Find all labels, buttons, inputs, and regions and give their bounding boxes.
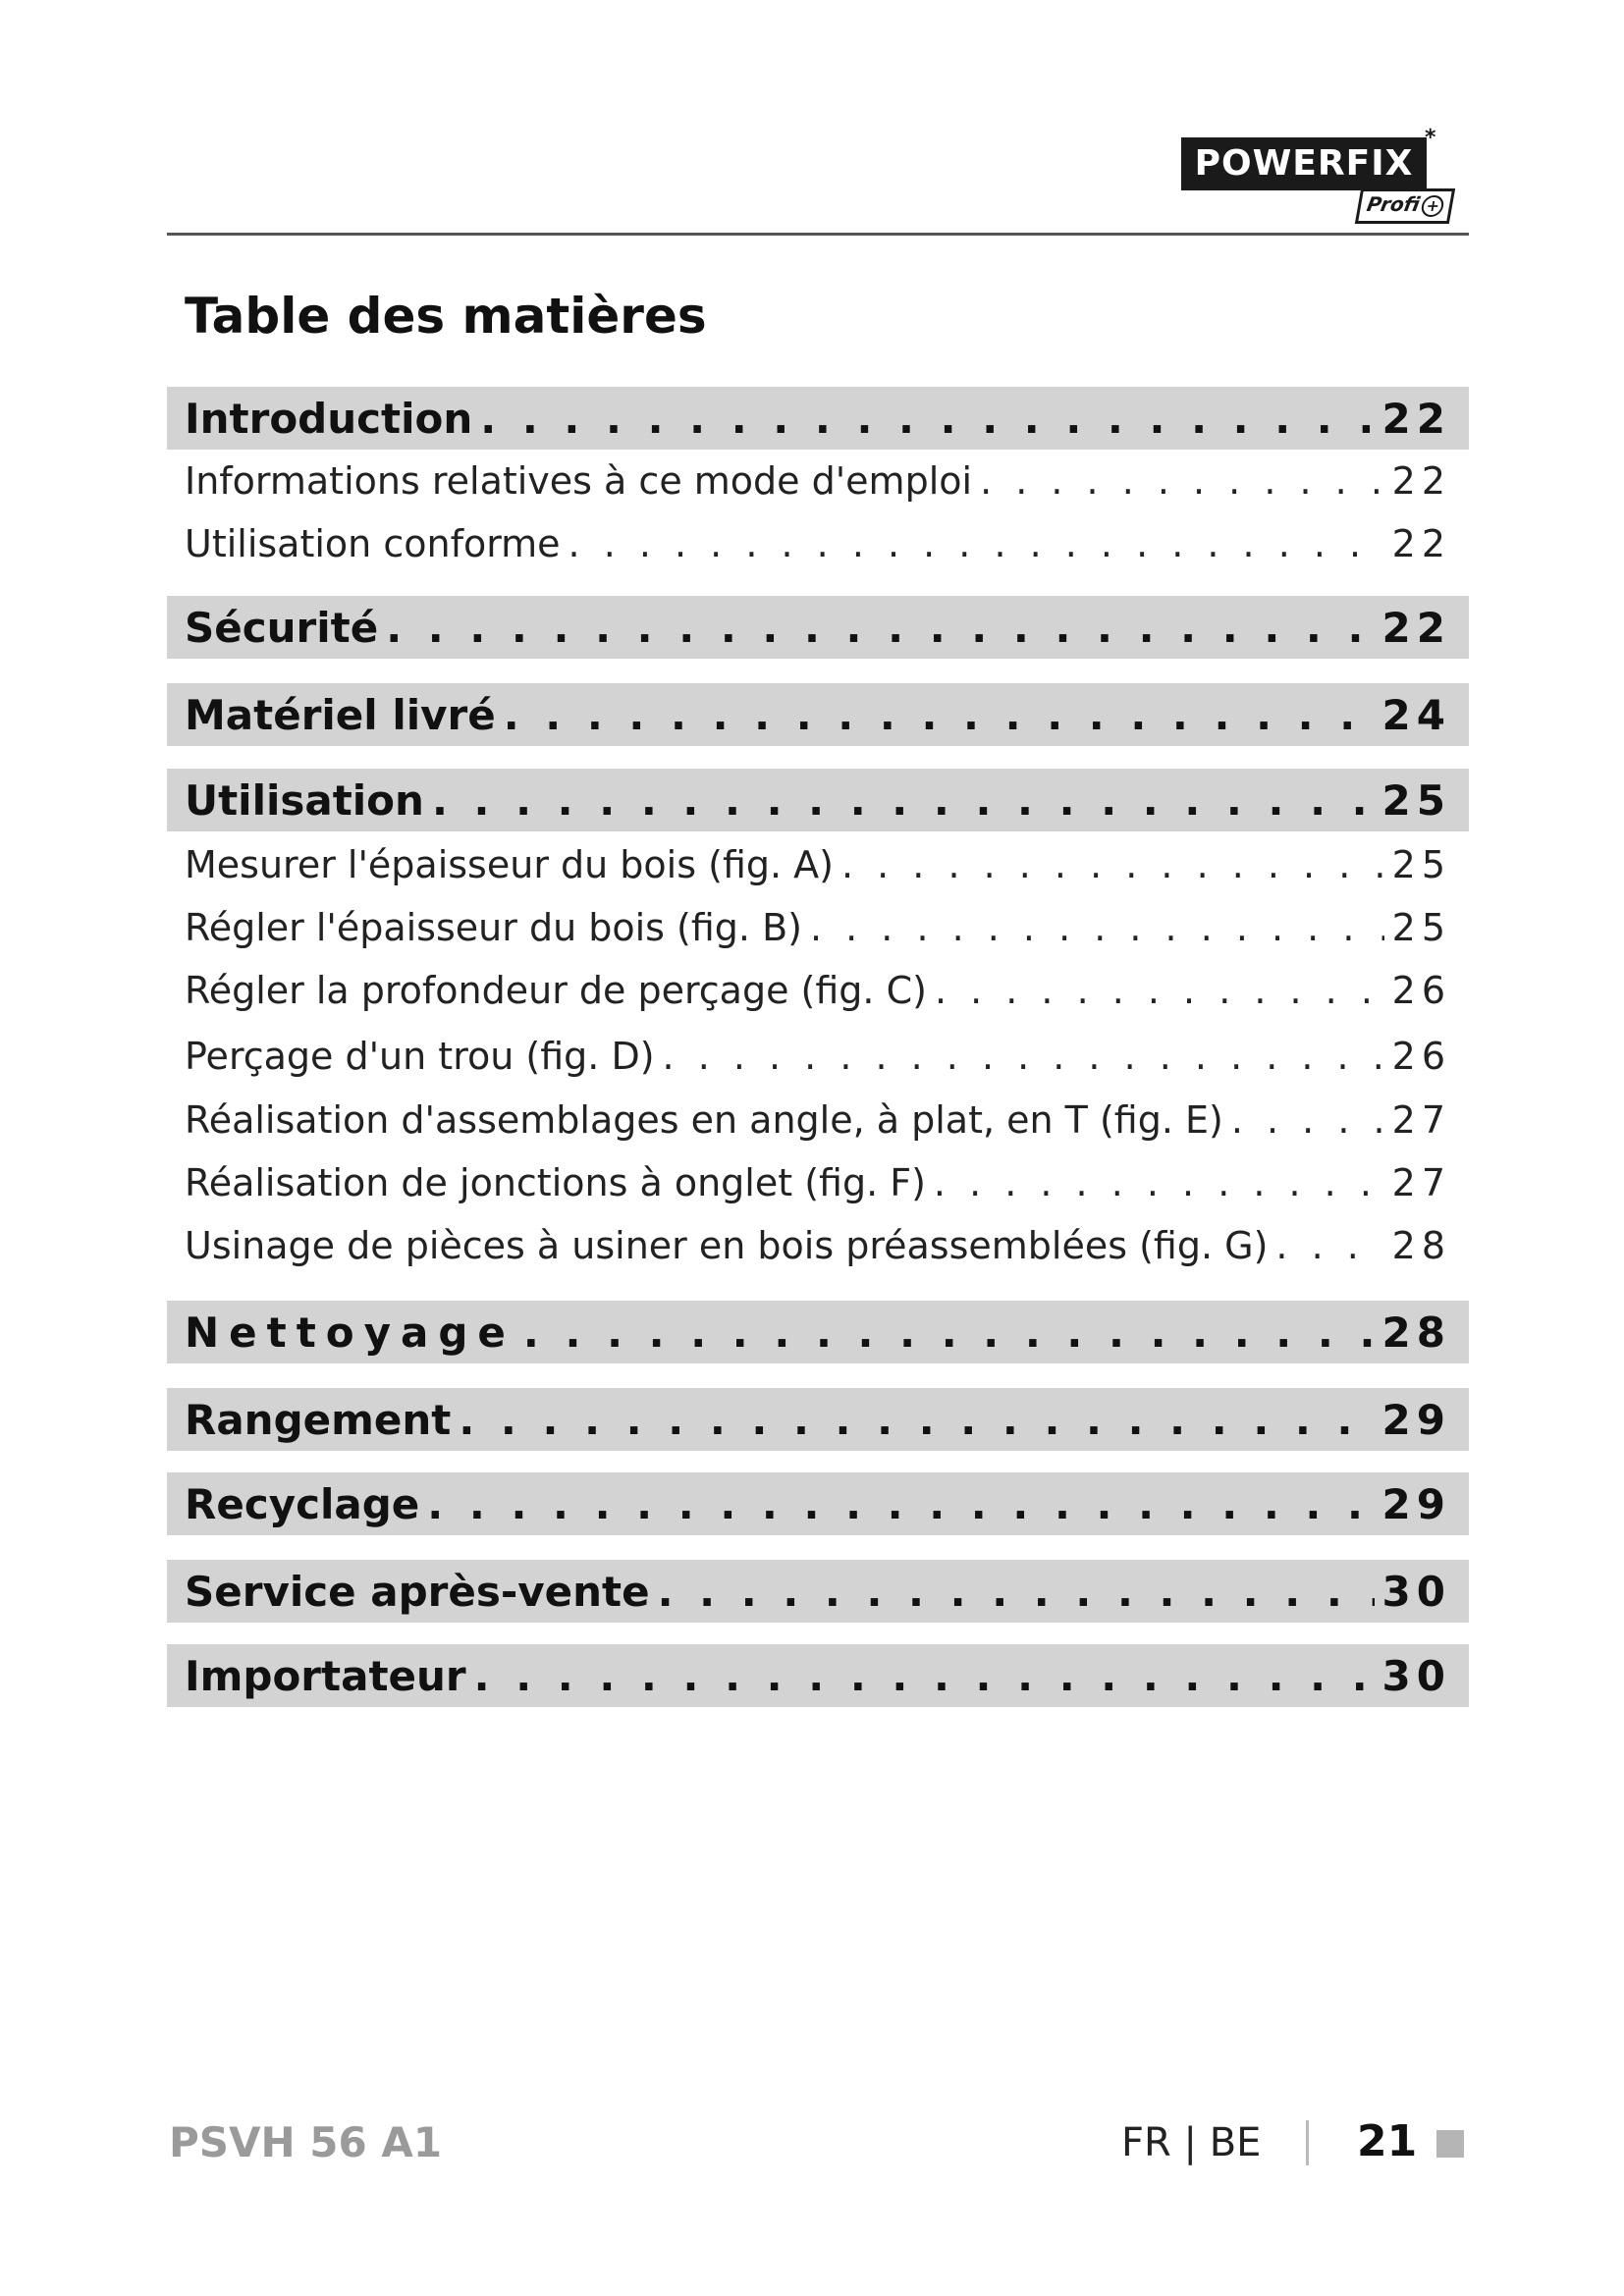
toc-label: Sécurité	[185, 603, 379, 652]
leader-dots	[663, 1035, 1384, 1078]
leader-dots	[568, 522, 1384, 565]
leader-dots	[934, 1161, 1384, 1204]
toc-page: 30	[1381, 1651, 1451, 1700]
toc-item-regler-epaisseur[interactable]	[167, 896, 1469, 959]
toc-label: Service après-vente	[185, 1567, 650, 1616]
page-title: Table des matières	[185, 288, 707, 345]
toc-page: 25	[1381, 775, 1451, 825]
toc-page: 22	[1391, 522, 1451, 565]
toc-label: Utilisation conforme	[185, 522, 561, 565]
toc-label: Régler la profondeur de perçage (fig. C)	[185, 969, 927, 1012]
page-number: 21	[1357, 2116, 1418, 2166]
toc-section-rangement[interactable]	[167, 1388, 1469, 1451]
leader-dots	[980, 459, 1384, 503]
toc-page: 30	[1381, 1567, 1451, 1616]
leader-dots	[658, 1568, 1375, 1616]
language-codes: FR | BE	[1121, 2120, 1262, 2165]
toc-section-utilisation[interactable]	[167, 769, 1469, 831]
toc-page: 26	[1391, 1035, 1451, 1078]
leader-dots	[386, 604, 1374, 652]
leader-dots	[523, 1308, 1375, 1357]
toc-label: Importateur	[185, 1651, 466, 1700]
toc-section-nettoyage[interactable]	[167, 1301, 1469, 1363]
toc-section-securite[interactable]	[167, 596, 1469, 659]
logo-subbrand-text: Profi	[1365, 192, 1422, 216]
plus-circle-icon: +	[1421, 195, 1446, 217]
toc-page: 24	[1381, 690, 1451, 739]
toc-item-utilisation-conforme[interactable]	[167, 512, 1469, 575]
leader-dots	[1231, 1098, 1384, 1142]
toc-label: Nettoyage	[185, 1308, 515, 1357]
leader-dots	[459, 1396, 1374, 1444]
toc-page: 28	[1381, 1308, 1451, 1357]
leader-dots	[432, 776, 1375, 825]
toc-section-introduction[interactable]	[167, 387, 1469, 450]
toc-section-service[interactable]	[167, 1560, 1469, 1623]
toc-label: Matériel livré	[185, 690, 496, 739]
toc-label: Régler l'épaisseur du bois (fig. B)	[185, 906, 802, 949]
leader-dots	[427, 1480, 1374, 1528]
toc-label: Réalisation de jonctions à onglet (fig. F)	[185, 1161, 926, 1204]
toc-label: Utilisation	[185, 775, 424, 825]
toc-label: Rangement	[185, 1395, 452, 1444]
footer-divider	[1306, 2120, 1309, 2165]
toc-page: 22	[1381, 603, 1451, 652]
toc-item-usinage[interactable]	[167, 1214, 1469, 1277]
leader-dots	[841, 843, 1384, 886]
toc-item-mesurer[interactable]	[167, 833, 1469, 896]
toc-item-regler-profondeur[interactable]	[167, 959, 1469, 1022]
toc-item-informations[interactable]	[167, 450, 1469, 512]
leader-dots	[480, 395, 1374, 443]
leader-dots	[504, 691, 1375, 739]
toc-label: Usinage de pièces à usiner en bois préassemblées (fig. G)	[185, 1224, 1269, 1267]
toc-item-percage[interactable]	[167, 1025, 1469, 1088]
logo-wordmark: POWERFIX	[1181, 137, 1427, 190]
toc-page: 27	[1391, 1161, 1451, 1204]
toc-page: 29	[1381, 1395, 1451, 1444]
page-marker-square	[1436, 2130, 1464, 2158]
toc-page: 25	[1391, 906, 1451, 949]
logo-star-icon: *	[1425, 126, 1436, 150]
toc-label: Informations relatives à ce mode d'emploi	[185, 459, 973, 503]
toc-page: 22	[1391, 459, 1451, 503]
toc-section-recyclage[interactable]	[167, 1472, 1469, 1535]
leader-dots	[474, 1652, 1375, 1700]
leader-dots	[810, 906, 1384, 949]
toc-page: 22	[1381, 394, 1451, 443]
model-number: PSVH 56 A1	[169, 2118, 443, 2166]
toc-section-importateur[interactable]	[167, 1644, 1469, 1707]
toc-label: Réalisation d'assemblages en angle, à plat, en T (fig. E)	[185, 1098, 1223, 1142]
leader-dots	[935, 969, 1384, 1012]
toc-label: Perçage d'un trou (fig. D)	[185, 1035, 655, 1078]
toc-label: Introduction	[185, 394, 473, 443]
toc-label: Mesurer l'épaisseur du bois (fig. A)	[185, 843, 834, 886]
toc-page: 26	[1391, 969, 1451, 1012]
toc-page: 27	[1391, 1098, 1451, 1142]
leader-dots	[1275, 1224, 1383, 1267]
toc-item-assemblages[interactable]	[167, 1089, 1469, 1151]
toc-section-materiel[interactable]	[167, 683, 1469, 746]
toc-page: 25	[1391, 843, 1451, 886]
toc-label: Recyclage	[185, 1479, 420, 1528]
toc-page: 29	[1381, 1479, 1451, 1528]
toc-item-jonctions[interactable]	[167, 1151, 1469, 1214]
toc-page: 28	[1391, 1224, 1451, 1267]
